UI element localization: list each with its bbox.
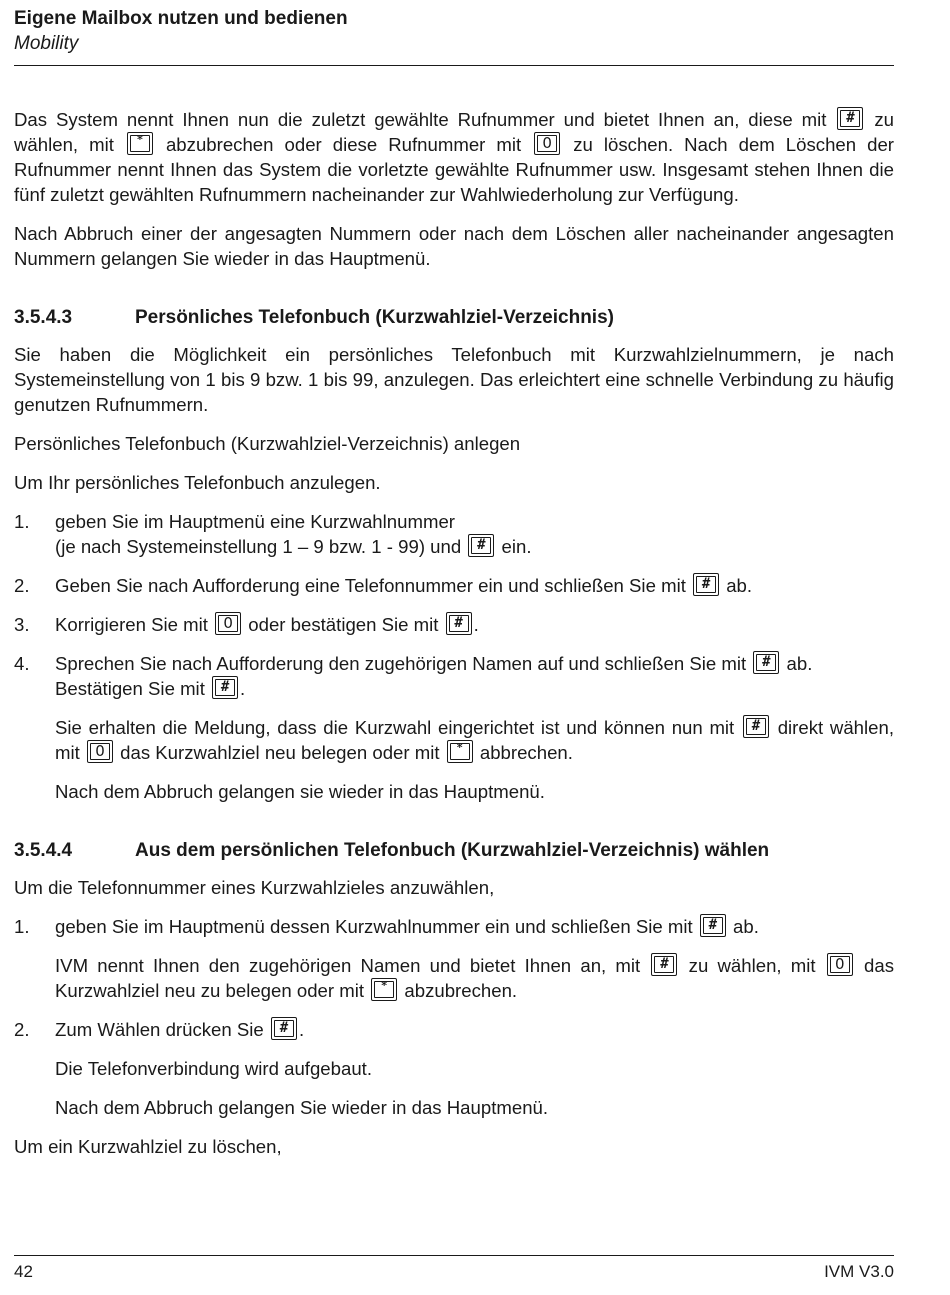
header-rule xyxy=(14,65,894,66)
hash-key-icon: # xyxy=(743,715,769,738)
text: (je nach Systemeinstellung 1 – 9 bzw. 1 - 99) und xyxy=(55,536,462,557)
hash-key-icon: # xyxy=(700,914,726,937)
section-number: 3.5.4.3 xyxy=(14,307,73,328)
section2-paragraph-1: Um die Telefonnummer eines Kurzwahlzieles anzuwählen, xyxy=(14,877,495,898)
step-number: 1. xyxy=(14,916,30,937)
step-note: Die Telefonverbindung wird aufgebaut. xyxy=(55,1058,373,1079)
text: zu löschen. Nach dem Löschen der Rufnummer nennt Ihnen das System die vorletzte gewählte Rufnummer usw. Insgesamt stehen Ihnen die fünf zuletzt gewählten Rufnummern nacheinander zur Wahlwiederholung zur Verfügung. xyxy=(14,134,894,205)
chapter-subtitle: Mobility xyxy=(14,33,79,54)
star-key-icon: * xyxy=(371,978,397,1001)
hash-key-icon: # xyxy=(446,612,472,635)
step-text xyxy=(55,573,894,598)
text: geben Sie im Hauptmenü dessen Kurzwahlnummer ein und schließen Sie mit xyxy=(55,916,693,937)
intro-paragraph-1 xyxy=(14,107,894,207)
step-number: 3. xyxy=(14,614,30,635)
step-number: 4. xyxy=(14,653,30,674)
product-version: IVM V3.0 xyxy=(824,1262,894,1281)
list-item xyxy=(14,914,894,939)
text: ab. xyxy=(726,575,753,596)
hash-key-icon: # xyxy=(651,953,677,976)
text: zu wählen, mit xyxy=(14,109,894,155)
step-note: Nach dem Abbruch gelangen Sie wieder in das Hauptmenü. xyxy=(55,1097,549,1118)
step-number: 1. xyxy=(14,511,30,532)
text: Das System nennt Ihnen nun die zuletzt gewählte Rufnummer und bietet Ihnen an, diese mit xyxy=(14,109,827,130)
section1-paragraph-3: Um Ihr persönliches Telefonbuch anzulegen. xyxy=(14,472,381,493)
zero-key-icon: 0 xyxy=(87,740,113,763)
step-text xyxy=(55,612,894,637)
page-header xyxy=(14,6,894,56)
text: oder bestätigen Sie mit xyxy=(248,614,439,635)
section-heading-3-5-4-3 xyxy=(14,305,894,330)
hash-key-icon: # xyxy=(837,107,863,130)
list-item xyxy=(14,612,894,637)
star-key-icon: * xyxy=(447,740,473,763)
text: Zum Wählen drücken Sie xyxy=(55,1019,264,1040)
intro-paragraph-2: Nach Abbruch einer der angesagten Nummern oder nach dem Löschen aller nacheinander angesagten Nummern gelangen Sie wieder in das Hauptmenü. xyxy=(14,223,894,269)
chapter-title: Eigene Mailbox nutzen und bedienen xyxy=(14,8,348,29)
step-number: 2. xyxy=(14,575,30,596)
step-text xyxy=(55,914,894,939)
text: das Kurzwahlziel neu zu belegen oder mit xyxy=(55,955,894,1001)
text: ein. xyxy=(501,536,532,557)
section-number: 3.5.4.4 xyxy=(14,840,73,861)
text: . xyxy=(473,614,479,635)
zero-key-icon: 0 xyxy=(827,953,853,976)
text: Sie erhalten die Meldung, dass die Kurzwahl eingerichtet ist und können nun mit xyxy=(55,717,735,738)
text: geben Sie im Hauptmenü eine Kurzwahlnummer xyxy=(55,511,455,532)
text: abbrechen. xyxy=(479,742,573,763)
step-text xyxy=(55,509,894,559)
hash-key-icon: # xyxy=(753,651,779,674)
text: direkt wählen, mit xyxy=(55,717,894,763)
step-note: Nach dem Abbruch gelangen sie wieder in das Hauptmenü. xyxy=(55,781,545,802)
text: ab. Bestätigen Sie mit xyxy=(55,653,813,699)
step-note xyxy=(55,715,894,765)
text: Sprechen Sie nach Aufforderung den zugehörigen Namen auf und schließen Sie mit xyxy=(55,653,747,674)
text: . xyxy=(298,1019,305,1040)
list-item xyxy=(14,573,894,598)
hash-key-icon: # xyxy=(271,1017,297,1040)
list-item xyxy=(14,509,894,559)
hash-key-icon: # xyxy=(468,534,494,557)
section-title: Persönliches Telefonbuch (Kurzwahlziel-Verzeichnis) xyxy=(135,307,614,328)
text: . xyxy=(240,678,246,699)
hash-key-icon: # xyxy=(693,573,719,596)
star-key-icon: * xyxy=(127,132,153,155)
text: Korrigieren Sie mit xyxy=(55,614,208,635)
step-text xyxy=(55,1017,894,1042)
zero-key-icon: 0 xyxy=(534,132,560,155)
page-body xyxy=(14,107,894,1173)
section1-paragraph-1: Sie haben die Möglichkeit ein persönliches Telefonbuch mit Kurzwahlzielnummern, je nach Systemeinstellung von 1 bis 9 bzw. 1 bis 99, anzulegen. Das erleichtert eine schnelle Verbindung zu häufig genutzen Rufnummern. xyxy=(14,344,894,415)
text: das Kurzwahlziel neu belegen oder mit xyxy=(120,742,440,763)
text: ab. xyxy=(733,916,759,937)
zero-key-icon: 0 xyxy=(215,612,241,635)
section-title: Aus dem persönlichen Telefonbuch (Kurzwahlziel-Verzeichnis) wählen xyxy=(135,840,770,861)
footer-rule xyxy=(14,1255,894,1256)
list-item xyxy=(14,651,894,701)
page-footer xyxy=(14,1262,894,1282)
text: zu wählen, mit xyxy=(688,955,816,976)
section2-paragraph-2: Um ein Kurzwahlziel zu löschen, xyxy=(14,1136,282,1157)
step-text xyxy=(55,651,894,701)
hash-key-icon: # xyxy=(212,676,238,699)
text: IVM nennt Ihnen den zugehörigen Namen und bietet Ihnen an, mit xyxy=(55,955,641,976)
list-item xyxy=(14,1017,894,1042)
text: abzubrechen oder diese Rufnummer mit xyxy=(165,134,522,155)
text: abzubrechen. xyxy=(404,980,518,1001)
text: Geben Sie nach Aufforderung eine Telefonnummer ein und schließen Sie mit xyxy=(55,575,686,596)
step-note xyxy=(55,953,894,1003)
page-number: 42 xyxy=(14,1262,33,1281)
section1-paragraph-2: Persönliches Telefonbuch (Kurzwahlziel-Verzeichnis) anlegen xyxy=(14,433,521,454)
step-number: 2. xyxy=(14,1019,30,1040)
section-heading-3-5-4-4 xyxy=(14,838,894,863)
